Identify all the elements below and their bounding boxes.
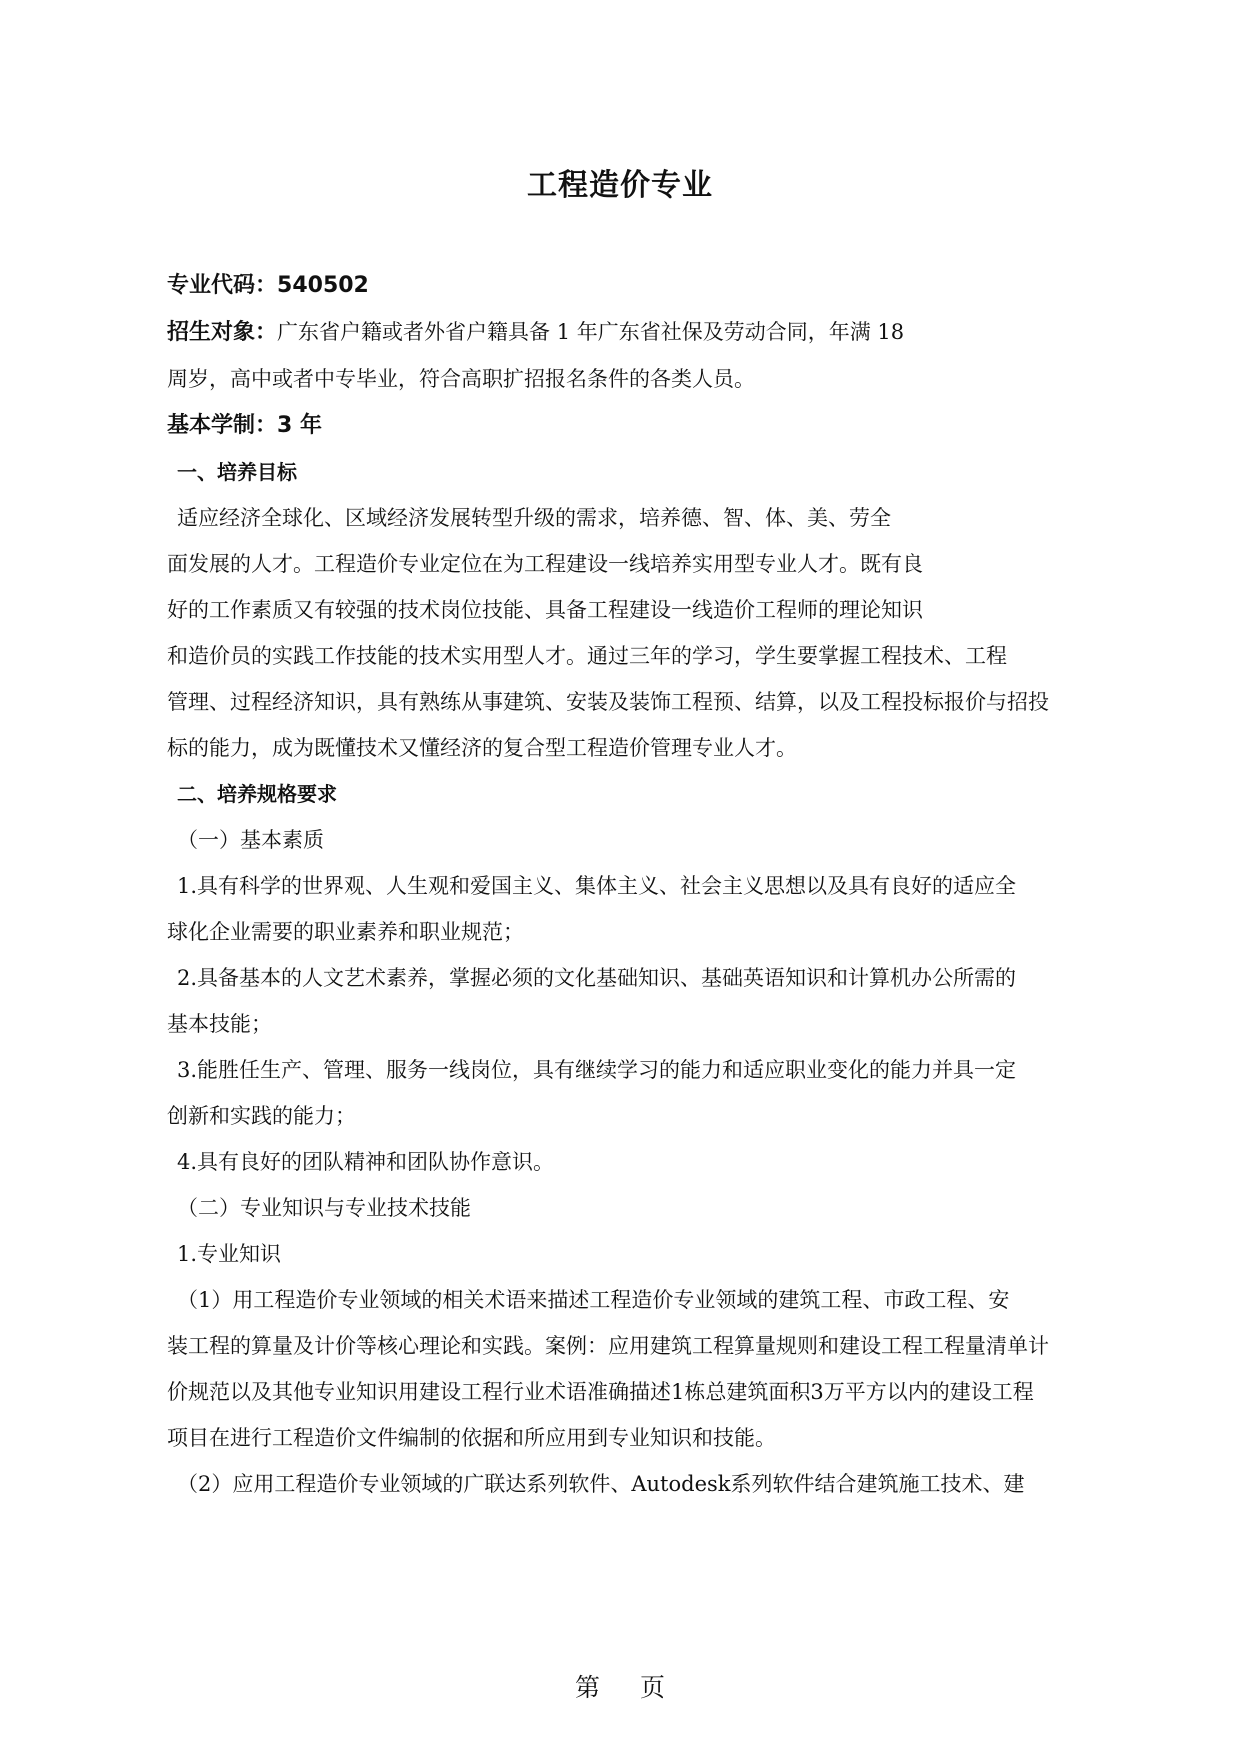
quality-item-line: 2.具备基本的人文艺术素养，掌握必须的文化基础知识、基础英语知识和计算机办公所需的 (177, 966, 1017, 990)
section-heading-requirements: 二、培养规格要求 (177, 782, 337, 806)
enroll-line-1 (167, 309, 1075, 356)
duration-line (167, 402, 1075, 449)
major-code-line (167, 262, 1075, 309)
major-code-label: 专业代码： (167, 273, 278, 298)
goals-paragraph-line: 面发展的人才。工程造价专业定位在为工程建设一线培养实用型专业人才。既有良 (167, 552, 923, 576)
goals-paragraph-line: 标的能力，成为既懂技术又懂经济的复合型工程造价管理专业人才。 (167, 736, 797, 760)
major-code-value: 540502 (277, 273, 369, 298)
section-heading-goals: 一、培养目标 (177, 460, 297, 484)
duration-value: 3 年 (277, 413, 322, 438)
goals-paragraph-line: 和造价员的实践工作技能的技术实用型人才。通过三年的学习，学生要掌握工程技术、工程 (167, 644, 1007, 668)
quality-item-line: 1.具有科学的世界观、人生观和爱国主义、集体主义、社会主义思想以及具有良好的适应全 (177, 874, 1017, 898)
knowledge-title: 1.专业知识 (177, 1242, 282, 1266)
quality-item-line: 创新和实践的能力； (167, 1104, 356, 1128)
page-footer (0, 1668, 1240, 1704)
quality-item-line: 球化企业需要的职业素养和职业规范； (167, 920, 524, 944)
quality-item-line: 4.具有良好的团队精神和团队协作意识。 (177, 1150, 555, 1174)
goals-paragraph-line: 好的工作素质又有较强的技术岗位技能、具备工程建设一线造价工程师的理论知识 (167, 598, 923, 622)
subheading-basic-quality: （一）基本素质 (177, 828, 324, 852)
enroll-text-1: 广东省户籍或者外省户籍具备 1 年广东省社保及劳动合同，年满 18 (277, 320, 905, 344)
knowledge-item-line: （2）应用工程造价专业领域的广联达系列软件、Autodesk系列软件结合建筑施工技术、建 (177, 1472, 1025, 1496)
quality-item-line: 3.能胜任生产、管理、服务一线岗位，具有继续学习的能力和适应职业变化的能力并具一定 (177, 1058, 1017, 1082)
document-body (167, 262, 1075, 1507)
enroll-line-2: 周岁，高中或者中专毕业，符合高职扩招报名条件的各类人员。 (167, 367, 755, 391)
goals-paragraph-line: 管理、过程经济知识，具有熟练从事建筑、安装及装饰工程预、结算，以及工程投标报价与招投 (167, 690, 1049, 714)
duration-label: 基本学制： (167, 413, 278, 438)
knowledge-item-line: （1）用工程造价专业领域的相关术语来描述工程造价专业领域的建筑工程、市政工程、安 (177, 1288, 1010, 1312)
knowledge-item-line: 价规范以及其他专业知识用建设工程行业术语准确描述1栋总建筑面积3万平方以内的建设工程 (167, 1380, 1034, 1404)
goals-paragraph-line: 适应经济全球化、区域经济发展转型升级的需求，培养德、智、体、美、劳全 (177, 506, 891, 530)
quality-item-line: 基本技能； (167, 1012, 272, 1036)
footer-page-prefix: 第 (574, 1673, 600, 1702)
page-title: 工程造价专业 (527, 168, 713, 203)
subheading-professional-skills: （二）专业知识与专业技术技能 (177, 1196, 471, 1220)
knowledge-item-line: 装工程的算量及计价等核心理论和实践。案例：应用建筑工程算量规则和建设工程工程量清单计 (167, 1334, 1049, 1358)
footer-page-suffix: 页 (640, 1673, 666, 1702)
knowledge-item-line: 项目在进行工程造价文件编制的依据和所应用到专业知识和技能。 (167, 1426, 776, 1450)
enroll-label: 招生对象： (167, 320, 278, 345)
